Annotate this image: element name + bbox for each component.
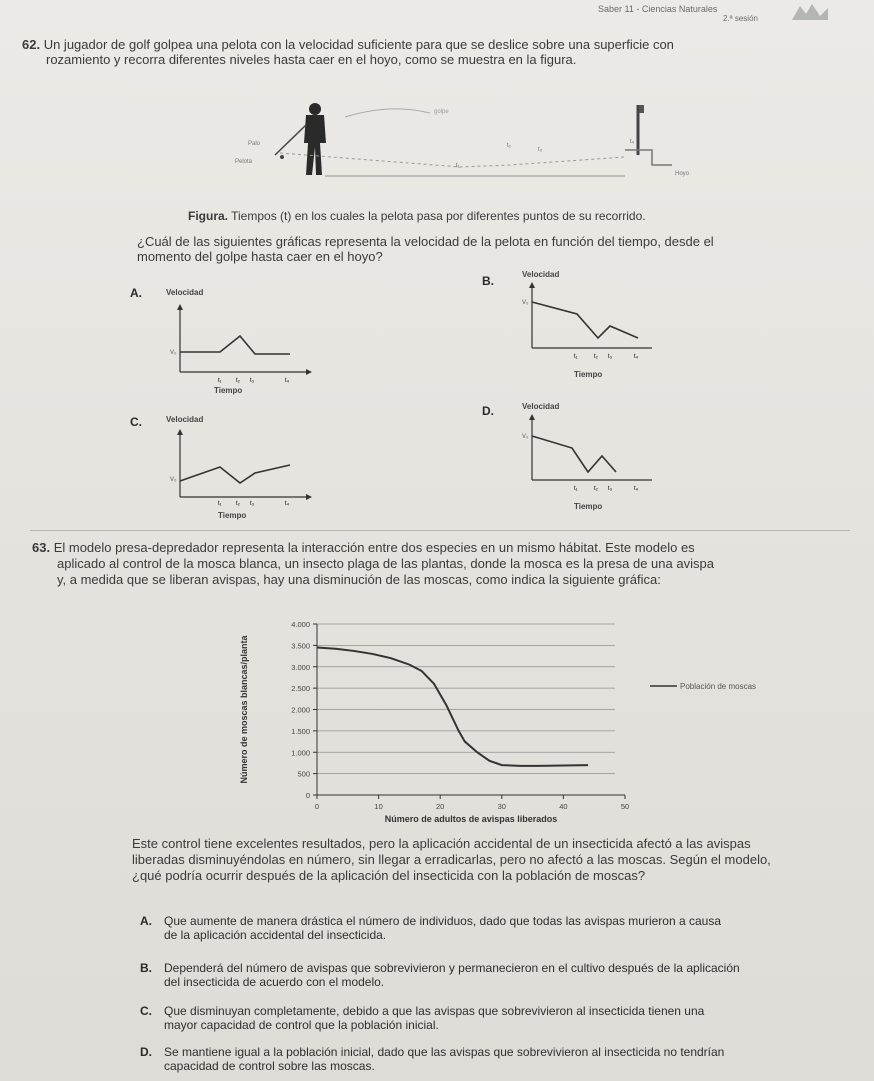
chart-y-tick-label: 3.000: [291, 662, 310, 672]
option-c-graph: [160, 425, 320, 509]
exam-header-label: Saber 11 - Ciencias Naturales: [598, 4, 718, 14]
fig-golpe-label: golpe: [434, 109, 449, 115]
chart-y-tick-label: 500: [297, 769, 310, 779]
chart-y-tick-label: 4.000: [291, 620, 310, 629]
option-c-xlabel: Tiempo: [218, 511, 247, 520]
q63-statement: El modelo presa-depredador representa la interacción entre dos especies en un mismo hábitat. Este modelo es: [53, 540, 695, 555]
q62-text-line2: rozamiento y recorra diferentes niveles hasta caer en el hoyo, como se muestra en la figura.: [46, 52, 577, 67]
answer-b-letter: B.: [140, 961, 152, 975]
option-b-graph: [522, 280, 682, 364]
fig-t2-label: t₂: [507, 143, 511, 149]
answer-d-letter: D.: [140, 1045, 152, 1059]
option-b-tick-2: t₂: [594, 354, 598, 360]
chart-y-tick-label: 0: [305, 791, 310, 800]
option-panel-d[interactable]: [482, 400, 672, 520]
option-a-ylabel: Velocidad: [166, 288, 204, 297]
option-c-tick-2: t₂: [236, 501, 240, 507]
chart-y-axis-label: Número de moscas blancas/planta: [239, 635, 249, 784]
chart-x-ticks: [315, 795, 629, 811]
chart-x-tick-label: 30: [497, 802, 506, 811]
option-d-tick-1: t₁: [574, 486, 578, 492]
option-a-letter: A.: [130, 286, 142, 300]
chart-x-tick-label: 50: [620, 802, 630, 811]
option-d-letter: D.: [482, 404, 494, 418]
chart-y-tick-label: 2.500: [291, 684, 310, 694]
option-b-letter: B.: [482, 274, 494, 288]
q63-text-line2: aplicado al control de la mosca blanca, un insecto plaga de las plantas, donde la mosca es la presa de una avispa: [57, 556, 714, 571]
chart-x-tick-label: 0: [314, 802, 320, 811]
fly-population-chart: [225, 612, 815, 842]
answer-a-letter: A.: [140, 914, 152, 928]
option-d-graph: [522, 412, 682, 496]
option-d-tick-4: t₄: [634, 486, 639, 492]
option-d-v0: V₀: [522, 434, 529, 440]
chart-x-tick-label: 40: [559, 802, 568, 811]
option-a-tick-4: t₄: [285, 378, 290, 384]
answer-d-line1: Se mantiene igual a la población inicial, dado que las avispas que sobrevivieron al insecticida no tendrían: [164, 1045, 725, 1059]
answer-c-line1: Que disminuyan completamente, debido a que las avispas que sobrevivieron al insecticida tienen una: [164, 1004, 705, 1018]
figure-caption: [188, 209, 788, 224]
option-c-v0: V₀: [170, 477, 177, 483]
fig-hoyo-label: Hoyo: [675, 171, 690, 177]
chart-y-tick-label: 1.500: [291, 726, 310, 736]
option-c-tick-4: t₄: [285, 501, 290, 507]
fig-pelota-label: Pelota: [235, 159, 253, 165]
answer-b-line2: del insecticida de acuerdo con el modelo.: [164, 975, 385, 989]
answer-c-letter: C.: [140, 1004, 152, 1018]
option-b-tick-3: t₃: [608, 354, 613, 360]
section-divider: [30, 530, 850, 531]
answer-a-line1: Que aumente de manera drástica el número de individuos, dado que todas las avispas murieron a causa: [164, 914, 721, 928]
option-d-tick-3: t₃: [608, 486, 613, 492]
q62-question-line1: ¿Cuál de las siguientes gráficas representa la velocidad de la pelota en función del tiempo, desde el: [137, 234, 714, 249]
option-b-tick-4: t₄: [634, 354, 639, 360]
option-panel-a[interactable]: [130, 282, 320, 402]
option-c-tick-3: t₃: [250, 501, 255, 507]
option-a-graph: [160, 300, 320, 384]
option-a-tick-2: t₂: [236, 378, 240, 384]
q63-number: 63.: [32, 540, 51, 555]
q63-paragraph-line1: Este control tiene excelentes resultados, pero la aplicación accidental de un insecticida afectó a las avispas: [132, 836, 751, 851]
fig-t3-label: t₃: [538, 147, 543, 153]
golf-figure: [220, 95, 730, 190]
chart-x-tick-label: 20: [436, 802, 445, 811]
option-a-v0: V₀: [170, 350, 177, 356]
q63-text-line3: y, a medida que se liberan avispas, hay una disminución de las moscas, como indica la siguiente gráfica:: [57, 572, 661, 587]
option-panel-b[interactable]: [482, 268, 672, 388]
option-d-xlabel: Tiempo: [574, 502, 603, 511]
option-a-tick-1: t₁: [218, 378, 222, 384]
option-d-tick-2: t₂: [594, 486, 598, 492]
fig-t4-label: t₄: [630, 139, 635, 145]
option-panel-c[interactable]: [130, 405, 320, 525]
chart-y-tick-label: 1.000: [291, 748, 310, 758]
q63-paragraph-line2: liberadas disminuyéndolas en número, sin llegar a erradicarlas, pero no afectó a las moscas. Según el modelo,: [132, 852, 771, 867]
q62-question-line2: momento del golpe hasta caer en el hoyo?: [137, 249, 383, 264]
figure-caption-bold: Figura.: [188, 209, 229, 223]
exam-session-label: 2.ª sesión: [723, 14, 758, 23]
chart-gridlines: [317, 624, 615, 774]
chart-x-axis-label: Número de adultos de avispas liberados: [384, 814, 558, 824]
chart-y-tick-label: 2.000: [291, 705, 310, 715]
option-c-tick-1: t₁: [218, 501, 222, 507]
golfer-icon: [275, 103, 326, 175]
legend-label: Población de moscas: [680, 682, 757, 691]
answer-c-line2: mayor capacidad de control que la población inicial.: [164, 1018, 439, 1032]
series-line-poblacion-de-moscas: [317, 648, 588, 766]
q62-statement: Un jugador de golf golpea una pelota con la velocidad suficiente para que se deslice sobre una superficie con: [43, 37, 674, 52]
figure-caption-text: Tiempos (t) en los cuales la pelota pasa por diferentes puntos de su recorrido.: [228, 209, 646, 223]
q63-paragraph-line3: ¿qué podría ocurrir después de la aplicación del insecticida con la población de moscas?: [132, 868, 646, 883]
option-b-v0: V₀: [522, 300, 529, 306]
answer-b-line1: Dependerá del número de avispas que sobrevivieron y permanecieron en el cultivo después de la aplicación: [164, 961, 740, 975]
answer-a-line2: de la aplicación accidental del insecticida.: [164, 928, 387, 942]
chart-y-ticks: [291, 620, 317, 800]
q62-number: 62.: [22, 37, 41, 52]
fig-t1-label: t₁: [456, 163, 460, 169]
option-d-ylabel: Velocidad: [522, 402, 560, 411]
q62-text-line1: [22, 37, 852, 52]
chart-y-tick-label: 3.500: [291, 641, 310, 651]
chart-x-tick-label: 10: [374, 802, 383, 811]
corner-logo-icon: [790, 2, 830, 22]
q63-text-line1: [32, 540, 862, 555]
fig-palo-label: Palo: [248, 141, 261, 147]
option-a-xlabel: Tiempo: [214, 386, 243, 395]
option-a-tick-3: t₃: [250, 378, 255, 384]
answer-d-line2: capacidad de control sobre las moscas.: [164, 1059, 375, 1073]
option-b-ylabel: Velocidad: [522, 270, 560, 279]
option-b-tick-1: t₁: [574, 354, 578, 360]
option-b-xlabel: Tiempo: [574, 370, 603, 379]
chart-y-axis-label-group: [239, 634, 249, 783]
option-c-ylabel: Velocidad: [166, 415, 204, 424]
option-c-letter: C.: [130, 415, 142, 429]
